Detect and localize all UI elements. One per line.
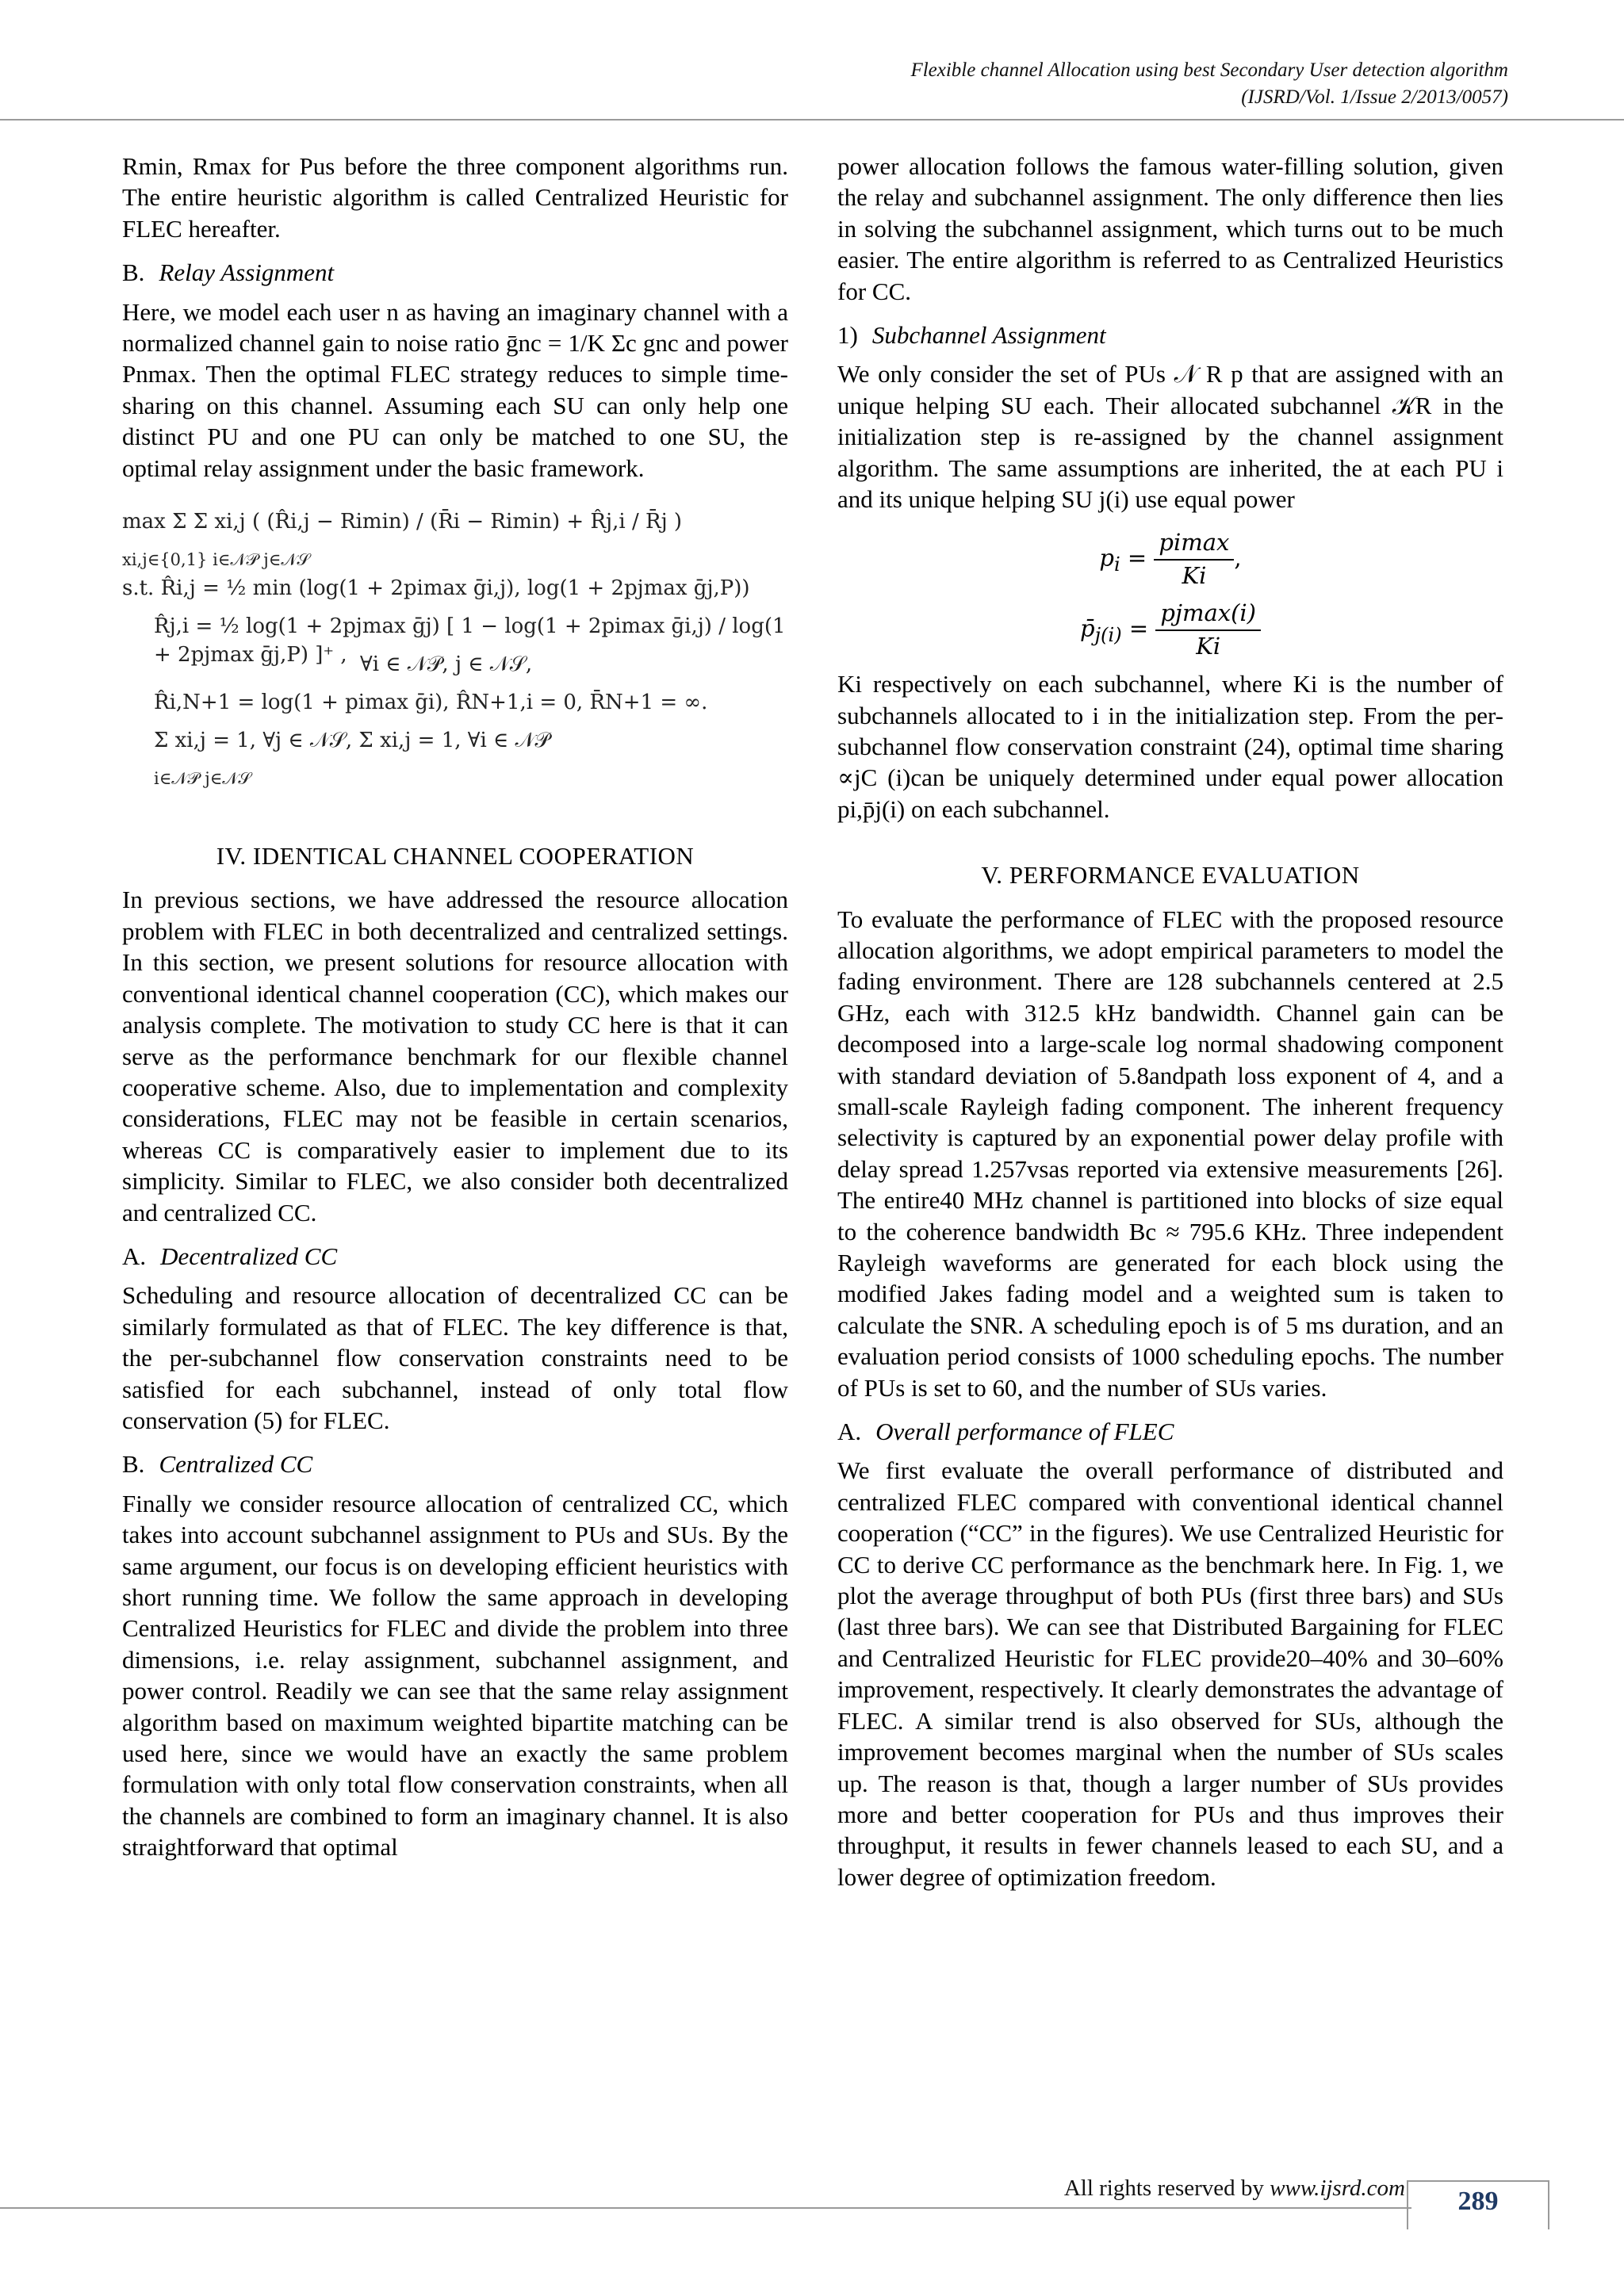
equation-line: R̂j,i = ½ log(1 + 2pjmax ḡj) [ 1 − log(1 + 2pimax ḡi,j) / log(1 + 2pjmax ḡj,P) ]⁺ ,: [154, 614, 786, 668]
copyright-notice: [1064, 2175, 1405, 2202]
equation-equals: =: [1127, 544, 1147, 572]
page-number: 289: [1457, 2187, 1499, 2216]
subsection-title: Centralized CC: [159, 1450, 313, 1479]
journal-url[interactable]: www.ijsrd.com: [1270, 2175, 1405, 2201]
subsection-title: Relay Assignment: [159, 258, 335, 287]
subsection-label: 1): [837, 321, 858, 350]
equation-lhs-sub: i: [1113, 553, 1120, 576]
equation-equals: =: [1128, 614, 1149, 642]
paragraph: power allocation follows the famous water-filling solution, given the relay and subchannel assignment. The only difference then lies in solving the subchannel assignment, which turns out to be much easier. The entire algorithm is referred to as Centralized Heuristics for CC.: [837, 152, 1503, 305]
paragraph: In previous sections, we have addressed the resource allocation problem with FLEC in both decentralized and centralized settings. In this section, we present solutions for resource allocation with conventional identical channel cooperation (CC), which makes our analysis complete. The motivation to study CC here is that it can serve as the performance benchmark for our flexible channel cooperative scheme. Also, due to implementation and complexity considerations, FLEC may not be feasible in certain scenarios, whereas CC is comparatively easier to implement due to its simplicity. Similar to FLEC, we also consider both decentralized and centralized CC.: [122, 886, 788, 1226]
copyright-text: All rights reserved by: [1063, 2175, 1264, 2201]
paragraph: To evaluate the performance of FLEC with the proposed resource allocation algorithms, we adopt empirical parameters to model the fading environment. There are 128 subchannels centered at 2.5 GHz, each with 312.5 kHz bandwidth. Channel gain can be decomposed into a large-scale log normal shadowing component with standard deviation of 5.8andpath loss exponent of 4, and a small-scale Rayleigh fading component. The inherent frequency selectivity is captured by an exponential power delay profile with delay spread 1.257vsas reported via extensive measurements [26]. The entire40 MHz channel is partitioned into blocks of size equal to the coherence bandwidth Bc ≈ 795.6 KHz. Three independent Rayleigh waveforms are generated for each block using the modified Jakes fading model and a weighted sum is taken to calculate the SNR. A scheduling epoch is of 5 ms duration, and an evaluation period consists of 1000 scheduling epochs. The number of PUs is set to 60, and the number of SUs varies.: [837, 905, 1503, 1402]
subsection-title: Subchannel Assignment: [871, 321, 1106, 350]
paragraph: Here, we model each user n as having an imaginary channel with a normalized channel gain to noise ratio ḡnc = 1/K Σc gnc and power Pnmax. Then the optimal FLEC strategy reduces to simple time-sharing on this channel. Assuming each SU can only help one distinct PU and one PU can only be matched to one SU, the optimal relay assignment under the basic framework.: [122, 297, 788, 482]
footer-rule: [0, 2207, 1411, 2209]
equation-lhs-sub: j(i): [1094, 624, 1122, 647]
section-heading: V. PERFORMANCE EVALUATION: [981, 861, 1360, 890]
right-column: [837, 151, 1503, 1905]
equation-line: Σ xi,j = 1, ∀j ∈ 𝒩𝒮, Σ xi,j = 1, ∀i ∈ 𝒩𝒫: [154, 729, 550, 753]
equation-lhs: p̄: [1079, 614, 1095, 642]
relay-assignment-equation: [122, 507, 788, 793]
header-rule: [0, 119, 1624, 121]
left-column: [122, 151, 788, 1876]
subsection-title: Decentralized CC: [160, 1242, 338, 1270]
paragraph: Finally we consider resource allocation of centralized CC, which takes into account subchannel assignment to PUs and SUs. By the same argument, our focus is on developing efficient heuristics with short running time. We follow the same approach in developing Centralized Heuristics for FLEC and divide the problem into three dimensions, i.e. relay assignment, subchannel assignment, and power control. Readily we can see that the same relay assignment algorithm based on maximum weighted bipartite matching can be used here, since we would have an exactly the same problem formulation with only total flow conservation constraints, when all the channels are combined to form an imaginary channel. It is also straightforward that optimal: [122, 1489, 788, 1862]
equation-lhs: p: [1099, 544, 1114, 572]
equation-subscripts: xi,j∈{0,1} i∈𝒩𝒫 j∈𝒩𝒮: [122, 550, 310, 570]
paragraph: Scheduling and resource allocation of decentralized CC can be similarly formulated as that of FLEC. The key difference is that, the per-subchannel flow conservation constraints need to be satisfied for each subchannel, instead of only total flow conservation (5) for FLEC.: [122, 1281, 788, 1434]
fraction: [1155, 598, 1261, 662]
fraction: [1154, 527, 1234, 591]
equation-line: max Σ Σ xi,j ( (R̂i,j − Rimin) / (R̄i − Rimin) + R̂j,i / R̄j ): [122, 510, 683, 534]
header-citation: (IJSRD/Vol. 1/Issue 2/2013/0057): [1241, 86, 1508, 108]
equal-power-equation-su: [837, 598, 1503, 662]
paragraph: Ki respectively on each subchannel, where Ki is the number of subchannels allocated to i in the initialization step. From the per-subchannel flow conservation constraint (24), optimal time sharing ∝jC (i)can be uniquely determined under equal power allocation pi,p̄j(i) on each subchannel.: [837, 670, 1503, 823]
subsection-heading: [122, 1448, 788, 1479]
subsection-heading: [837, 1416, 1503, 1447]
subsection-heading: [837, 320, 1503, 350]
paragraph: We only consider the set of PUs 𝒩 R p that are assigned with an unique helping SU each. Their allocated subchannel 𝒦R in the initialization step is re-assigned by the channel assignment algorithm. The same assumptions are inherited, the at each PU i and its unique helping SU j(i) use equal power: [837, 360, 1503, 514]
equal-power-equation-pu: [837, 527, 1503, 591]
running-header: [910, 57, 1508, 111]
subsection-heading: [122, 257, 788, 288]
subsection-title: Overall performance of FLEC: [875, 1418, 1174, 1446]
equation-tail: ,: [1234, 544, 1242, 572]
paragraph: We first evaluate the overall performance of distributed and centralized FLEC compared with conventional identical channel cooperation (“CC” in the figures). We use Centralized Heuristic for CC to derive CC performance as the benchmark here. In Fig. 1, we plot the average throughput of both PUs (first three bars) and SUs (last three bars). We can see that Distributed Bargaining for FLEC and Centralized Heuristic for FLEC provide20–40% and 30–60% improvement, respectively. It clearly demonstrates the advantage of FLEC. A similar trend is also observed for SUs, although the improvement becomes marginal when the number of SUs scales up. The reason is that, though a larger number of SUs provides more and better cooperation for PUs and thus improves their throughput, it results in fewer channels leased to each SU, and a lower degree of optimization freedom.: [837, 1456, 1503, 1891]
equation-subscripts: i∈𝒩𝒫 j∈𝒩𝒮: [154, 769, 251, 789]
subsection-label: A.: [122, 1242, 147, 1270]
subsection-label: B.: [122, 1450, 145, 1479]
equation-line: R̂i,N+1 = log(1 + pimax ḡi), R̂N+1,i = 0, R̄N+1 = ∞.: [154, 691, 708, 715]
fraction-numerator: pimax: [1154, 527, 1234, 560]
subsection-heading: [122, 1241, 788, 1272]
fraction-numerator: pjmax(i): [1155, 598, 1261, 630]
subsection-label: A.: [837, 1418, 862, 1446]
fraction-denominator: Ki: [1182, 561, 1207, 589]
equation-line: ∀i ∈ 𝒩𝒫, j ∈ 𝒩𝒮,: [360, 652, 533, 677]
paragraph: Rmin, Rmax for Pus before the three component algorithms run. The entire heuristic algorithm is called Centralized Heuristic for FLEC hereafter.: [122, 152, 788, 243]
fraction-denominator: Ki: [1196, 632, 1221, 660]
section-heading: IV. IDENTICAL CHANNEL COOPERATION: [216, 842, 695, 871]
equation-line: s.t. R̂i,j = ½ min (log(1 + 2pimax ḡi,j), log(1 + 2pjmax ḡj,P)): [122, 576, 750, 601]
subsection-label: B.: [122, 258, 145, 287]
header-title: Flexible channel Allocation using best Secondary User detection algorithm: [910, 59, 1508, 81]
page-footer: [0, 2175, 1624, 2239]
